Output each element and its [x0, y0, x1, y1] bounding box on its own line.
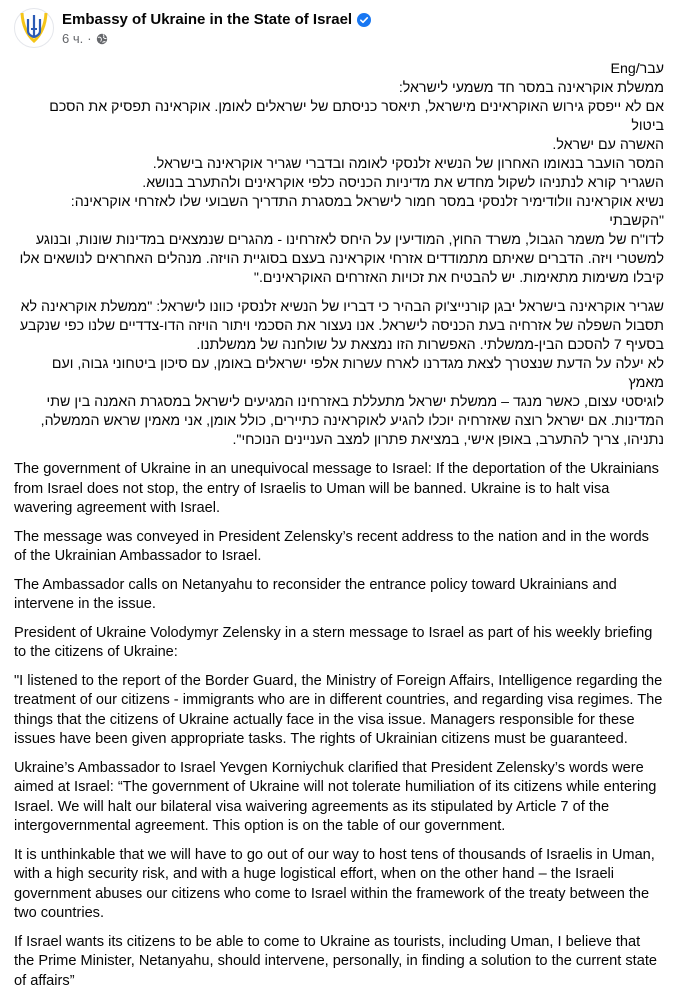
english-paragraph: It is unthinkable that we will have to go out of our way to host tens of thousands of Israelis in Uman, with a high security risk, and with a huge logistical effort, when on the other hand – the Israeli government abuses our citizens who come to Israel within the framework of the treaty between the two countries. [14, 846, 664, 924]
english-paragraph: "I listened to the report of the Border Guard, the Ministry of Foreign Affairs, Intelligence regarding the treatment of our citizens - immigrants who are in different countries, and regarding visa regimes. The things that the citizens of Ukraine actually face in the visa issue. Managers responsible for these issues have been given appropriate tasks. The rights of Ukrainian citizens must be guaranteed. [14, 672, 664, 750]
hebrew-line: ממשלת אוקראינה במסר חד משמעי לישראל: [14, 79, 664, 98]
hebrew-line: המסר הועבר בנאומו האחרון של הנשיא זלנסקי לאומה ובדברי שגריר אוקראינה בישראל. [14, 155, 664, 174]
ukraine-trident-icon [19, 11, 49, 45]
hebrew-line: שגריר אוקראינה בישראל יבגן קורנייצ'וק הבהיר כי דבריו של הנשיא זלנסקי כוונו לישראל: "ממשלת אוקראינה לא [14, 298, 664, 317]
hebrew-line: תסבול השפלה של אזרחיה בעת הכניסה לישראל. אנו נעצור את הסכמי ויתור הויזה הדו-צדדיים שלנו כפי שנקבע [14, 317, 664, 336]
post-header [14, 0, 664, 60]
hebrew-line: המדינות. אם ישראל רוצה שאזרחיה יוכלו להגיע לאוקראינה כתיירים, כולל אומן, אני מאמין שראש הממשלה, [14, 412, 664, 431]
hebrew-line: השגריר קורא לנתניהו לשקול מחדש את מדיניות הכניסה כלפי אוקראינים ולהתערב בנושא. [14, 174, 664, 193]
page-avatar[interactable] [14, 8, 54, 48]
hebrew-line: האשרה עם ישראל. [14, 136, 664, 155]
meta-separator: · [87, 31, 91, 46]
post-timestamp[interactable]: 6 ч. [62, 31, 83, 46]
hebrew-line: נתניהו, צריך להתערב, באופן אישי, במציאת פתרון למצב העניינים הנוכחי". [14, 431, 664, 450]
english-text [14, 460, 664, 991]
header-text [62, 11, 371, 46]
hebrew-line: קיבלו משימות מתאימות. יש להבטיח את זכויות האזרחים האוקראינים." [14, 269, 664, 288]
hebrew-block-2 [14, 298, 664, 450]
hebrew-text [14, 60, 664, 450]
page-name-row [62, 11, 371, 28]
post-meta [62, 31, 371, 46]
english-paragraph: The message was conveyed in President Zelensky’s recent address to the nation and in the words of the Ukrainian Ambassador to Israel. [14, 528, 664, 567]
language-tag: עבר/Eng [14, 60, 664, 79]
verified-badge-icon [357, 13, 371, 27]
english-paragraph: If Israel wants its citizens to be able to come to Ukraine as tourists, including Uman, I believe that the Prime Minister, Netanyahu, should intervene, personally, in finding a solution to the current state of affairs” [14, 933, 664, 991]
hebrew-block-1 [14, 79, 664, 288]
english-paragraph: Ukraine’s Ambassador to Israel Yevgen Korniychuk clarified that President Zelensky’s words were aimed at Israel: “The government of Ukraine will not tolerate humiliation of its citizens while entering Israel. We will halt our bilateral visa waivering agreements as its stipulated by Article 7 of the intergovernmental agreement. This option is on the table of our government. [14, 759, 664, 837]
hebrew-line: נשיא אוקראינה וולודימיר זלנסקי במסר חמור לישראל במסגרת התדריך השבועי שלו לאזרחי אוקראינה: "הקשבתי [14, 193, 664, 231]
english-paragraph: The Ambassador calls on Netanyahu to reconsider the entrance policy toward Ukrainians and intervene in the issue. [14, 576, 664, 615]
english-paragraph: The government of Ukraine in an unequivocal message to Israel: If the deportation of the Ukrainians from Israel does not stop, the entry of Israelis to Uman will be banned. Ukraine is to halt visa wavering agreement with Israel. [14, 460, 664, 519]
hebrew-line: אם לא ייפסק גירוש האוקראינים מישראל, תיאסר כניסתם של ישראלים לאומן. אוקראינה תפסיק את הסכם ביטול [14, 98, 664, 136]
hebrew-line: למשטרי ויזה. הדברים שאיתם מתמודדים אזרחי אוקראינה בעצם בסוגיית הויזה. מנהלים האחראים לנושאים אלו [14, 250, 664, 269]
globe-icon[interactable] [96, 33, 108, 45]
hebrew-line: בסעיף 7 להסכם הבין-ממשלתי. האפשרות הזו נמצאת על שולחנה של ממשלתנו. [14, 336, 664, 355]
hebrew-line: לוגיסטי עצום, כאשר מנגד – ממשלת ישראל מתעללת באזרחינו המגיעים לישראל במסגרת האמנה בין שתי [14, 393, 664, 412]
page-name-link[interactable]: Embassy of Ukraine in the State of Israel [62, 11, 352, 28]
english-paragraph: President of Ukraine Volodymyr Zelensky in a stern message to Israel as part of his weekly briefing to the citizens of Ukraine: [14, 624, 664, 663]
hebrew-line: לדו"ח של משמר הגבול, משרד החוץ, המודיעין על היחס לאזרחינו - מהגרים שנמצאים במדינות שונות, ובנוגע [14, 231, 664, 250]
hebrew-line: לא יעלה על הדעת שנצטרך לצאת מגדרנו לארח עשרות אלפי ישראלים באומן, עם סיכון ביטחוני גבוה, ועם מאמץ [14, 355, 664, 393]
